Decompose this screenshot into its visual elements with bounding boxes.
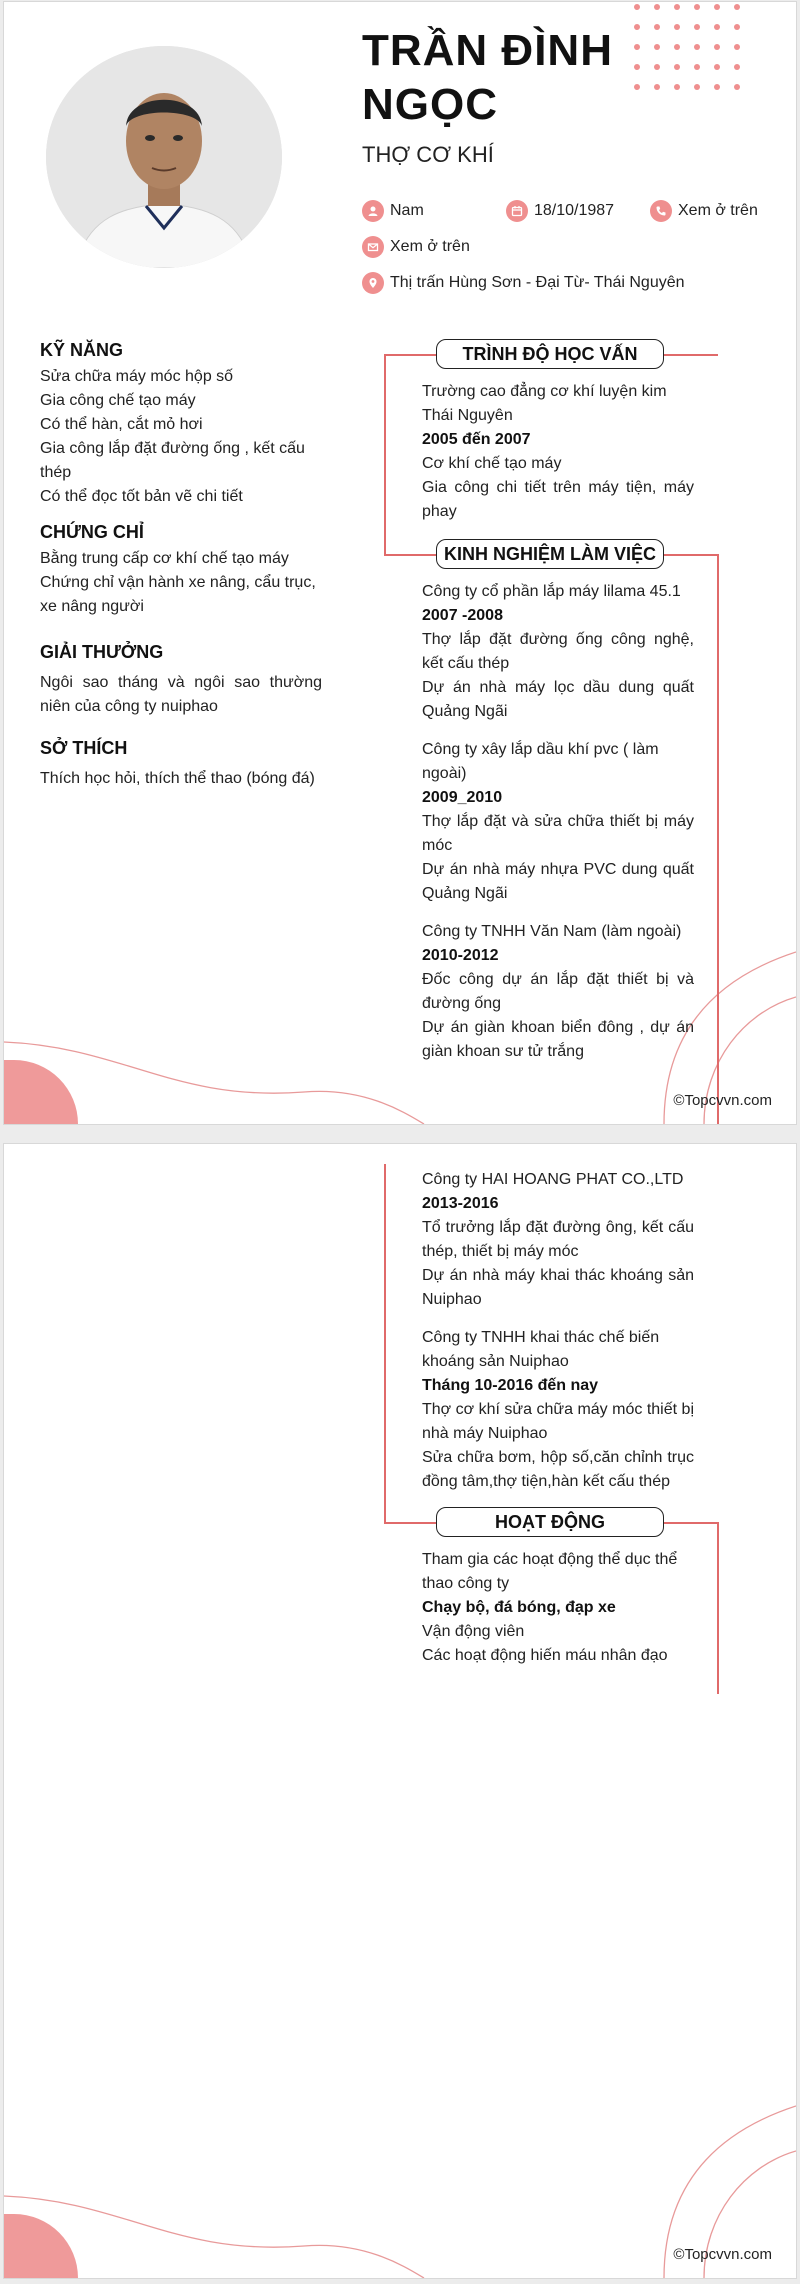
phone-icon xyxy=(650,200,672,222)
decor-dot xyxy=(674,4,680,10)
job-title: THỢ CƠ KHÍ xyxy=(362,142,494,167)
divider-line xyxy=(384,554,438,556)
job-company: Công ty TNHH Văn Nam (làm ngoài) xyxy=(422,923,682,940)
activities-title: HOẠT ĐỘNG xyxy=(436,1507,664,1537)
activity-organization: Tham gia các hoạt động thể dục thể thao công ty xyxy=(422,1551,678,1592)
decor-dot xyxy=(694,4,700,10)
divider-line xyxy=(662,554,718,556)
job-entry xyxy=(422,1168,694,1312)
job-company: Công ty TNHH khai thác chế biến khoáng sản Nuiphao xyxy=(422,1329,660,1370)
education-description: Gia công chi tiết trên máy tiện, máy phay xyxy=(422,479,694,520)
cv-page-2 xyxy=(4,1144,796,2278)
divider-line xyxy=(717,1522,719,1694)
job-description: Dự án giàn khoan biển đông , dự án giàn khoan sư tử trắng xyxy=(422,1019,694,1060)
mail-icon xyxy=(362,236,384,258)
job-period: 2009_2010 xyxy=(422,789,503,806)
decor-dot xyxy=(694,44,700,50)
decor-dot xyxy=(714,44,720,50)
decor-dot xyxy=(714,84,720,90)
birthday-info: 18/10/1987 xyxy=(506,200,614,222)
list-item: Chứng chỉ vận hành xe nâng, cẩu trục, xe nâng người xyxy=(40,574,316,615)
location-icon xyxy=(362,272,384,294)
decor-dot xyxy=(714,64,720,70)
decor-dot xyxy=(654,84,660,90)
gender-info: Nam xyxy=(362,200,424,222)
education-period: 2005 đến 2007 xyxy=(422,431,531,448)
divider-line xyxy=(384,354,438,356)
job-company: Công ty cổ phần lắp máy lilama 45.1 xyxy=(422,583,681,600)
decor-dot xyxy=(634,84,640,90)
job-position: Đốc công dự án lắp đặt thiết bị và đường ống xyxy=(422,971,694,1012)
list-item: Bằng trung cấp cơ khí chế tạo máy xyxy=(40,550,289,567)
experience-list-page-1 xyxy=(422,580,694,1064)
calendar-icon xyxy=(506,200,528,222)
skills-list xyxy=(40,365,322,509)
dot-pattern xyxy=(634,4,754,100)
decor-dot xyxy=(634,64,640,70)
person-photo-icon xyxy=(46,46,282,268)
list-item: Có thể hàn, cắt mỏ hơi xyxy=(40,416,203,433)
education-major: Cơ khí chế tạo máy xyxy=(422,455,562,472)
decor-dot xyxy=(674,64,680,70)
job-period: 2007 -2008 xyxy=(422,607,503,624)
divider-line xyxy=(384,1522,438,1524)
decor-dot xyxy=(734,24,740,30)
skills-section xyxy=(40,340,322,509)
awards-section xyxy=(40,642,322,719)
person-icon xyxy=(362,200,384,222)
job-description: Dự án nhà máy nhựa PVC dung quất Quảng Ngãi xyxy=(422,861,694,902)
school-name: Trường cao đẳng cơ khí luyện kim Thái Nguyên xyxy=(422,383,667,424)
job-period: 2010-2012 xyxy=(422,947,499,964)
hobbies-text: Thích học hỏi, thích thể thao (bóng đá) xyxy=(40,770,315,787)
decor-dot xyxy=(694,84,700,90)
divider-line xyxy=(384,1164,386,1522)
divider-line xyxy=(717,554,719,1124)
decor-dot xyxy=(654,44,660,50)
experience-list-page-2 xyxy=(422,1168,694,1494)
education-title: TRÌNH ĐỘ HỌC VẤN xyxy=(436,339,664,369)
decor-dot xyxy=(734,64,740,70)
email-info: Xem ở trên xyxy=(362,236,470,258)
job-company: Công ty xây lắp dầu khí pvc ( làm ngoài) xyxy=(422,741,659,782)
decor-dot xyxy=(654,4,660,10)
job-entry xyxy=(422,1326,694,1494)
decor-dot xyxy=(714,24,720,30)
decor-dot xyxy=(674,24,680,30)
list-item: Gia công lắp đặt đường ống , kết cấu thép xyxy=(40,440,305,481)
decor-dot xyxy=(634,4,640,10)
decor-dot xyxy=(694,64,700,70)
decor-dot xyxy=(734,84,740,90)
certificates-list xyxy=(40,547,322,619)
job-position: Thợ lắp đặt và sửa chữa thiết bị máy móc xyxy=(422,813,694,854)
candidate-name: TRẦN ĐÌNH NGỌC xyxy=(362,26,613,129)
divider-line xyxy=(662,1522,718,1524)
address-info: Thị trấn Hùng Sơn - Đại Từ- Thái Nguyên xyxy=(362,272,685,294)
job-period: Tháng 10-2016 đến nay xyxy=(422,1377,599,1394)
decor-dot xyxy=(654,64,660,70)
activity-highlight: Chạy bộ, đá bóng, đạp xe xyxy=(422,1599,616,1616)
activities-section xyxy=(422,1548,694,1668)
decor-dot xyxy=(734,4,740,10)
divider-line xyxy=(384,354,386,554)
phone-info: Xem ở trên xyxy=(650,200,758,222)
education-section xyxy=(422,380,694,524)
decor-dot xyxy=(634,24,640,30)
awards-text: Ngôi sao tháng và ngôi sao thường niên của công ty nuiphao xyxy=(40,674,322,715)
list-item: Có thể đọc tốt bản vẽ chi tiết xyxy=(40,488,243,505)
experience-title: KINH NGHIỆM LÀM VIỆC xyxy=(436,539,664,569)
job-description: Sửa chữa bơm, hộp số,căn chỉnh trục đồng tâm,thợ tiện,hàn kết cấu thép xyxy=(422,1449,694,1490)
list-item: Gia công chế tạo máy xyxy=(40,392,196,409)
activity-description: Các hoạt động hiến máu nhân đạo xyxy=(422,1647,668,1664)
awards-title: GIẢI THƯỞNG xyxy=(40,642,164,662)
decor-dot xyxy=(634,44,640,50)
job-company: Công ty HAI HOANG PHAT CO.,LTD xyxy=(422,1171,684,1188)
decor-dot xyxy=(694,24,700,30)
activity-role: Vận động viên xyxy=(422,1623,525,1640)
decor-dot xyxy=(674,84,680,90)
copyright-text: ©Topcvvn.com xyxy=(673,1092,772,1109)
certificates-section xyxy=(40,522,322,619)
decor-dot xyxy=(734,44,740,50)
job-position: Thợ cơ khí sửa chữa máy móc thiết bị nhà máy Nuiphao xyxy=(422,1401,694,1442)
job-position: Tổ trưởng lắp đặt đường ông, kết cấu thép, thiết bị máy móc xyxy=(422,1219,694,1260)
decor-dot xyxy=(674,44,680,50)
copyright-text: ©Topcvvn.com xyxy=(673,2246,772,2263)
decor-dot xyxy=(714,4,720,10)
job-description: Dự án nhà máy khai thác khoáng sản Nuiphao xyxy=(422,1267,694,1308)
certificates-title: CHỨNG CHỈ xyxy=(40,522,144,542)
skills-title: KỸ NĂNG xyxy=(40,340,124,360)
cv-page-1 xyxy=(4,2,796,1124)
decor-dot xyxy=(654,24,660,30)
list-item: Sửa chữa máy móc hộp số xyxy=(40,368,234,385)
job-position: Thợ lắp đặt đường ống công nghệ, kết cấu thép xyxy=(422,631,694,672)
hobbies-title: SỞ THÍCH xyxy=(40,738,128,758)
job-description: Dự án nhà máy lọc dầu dung quất Quảng Ngãi xyxy=(422,679,694,720)
hobbies-section xyxy=(40,738,322,791)
job-entry xyxy=(422,920,694,1064)
profile-photo xyxy=(46,46,282,268)
divider-line xyxy=(662,354,718,356)
job-period: 2013-2016 xyxy=(422,1195,499,1212)
job-entry xyxy=(422,580,694,724)
job-entry xyxy=(422,738,694,906)
